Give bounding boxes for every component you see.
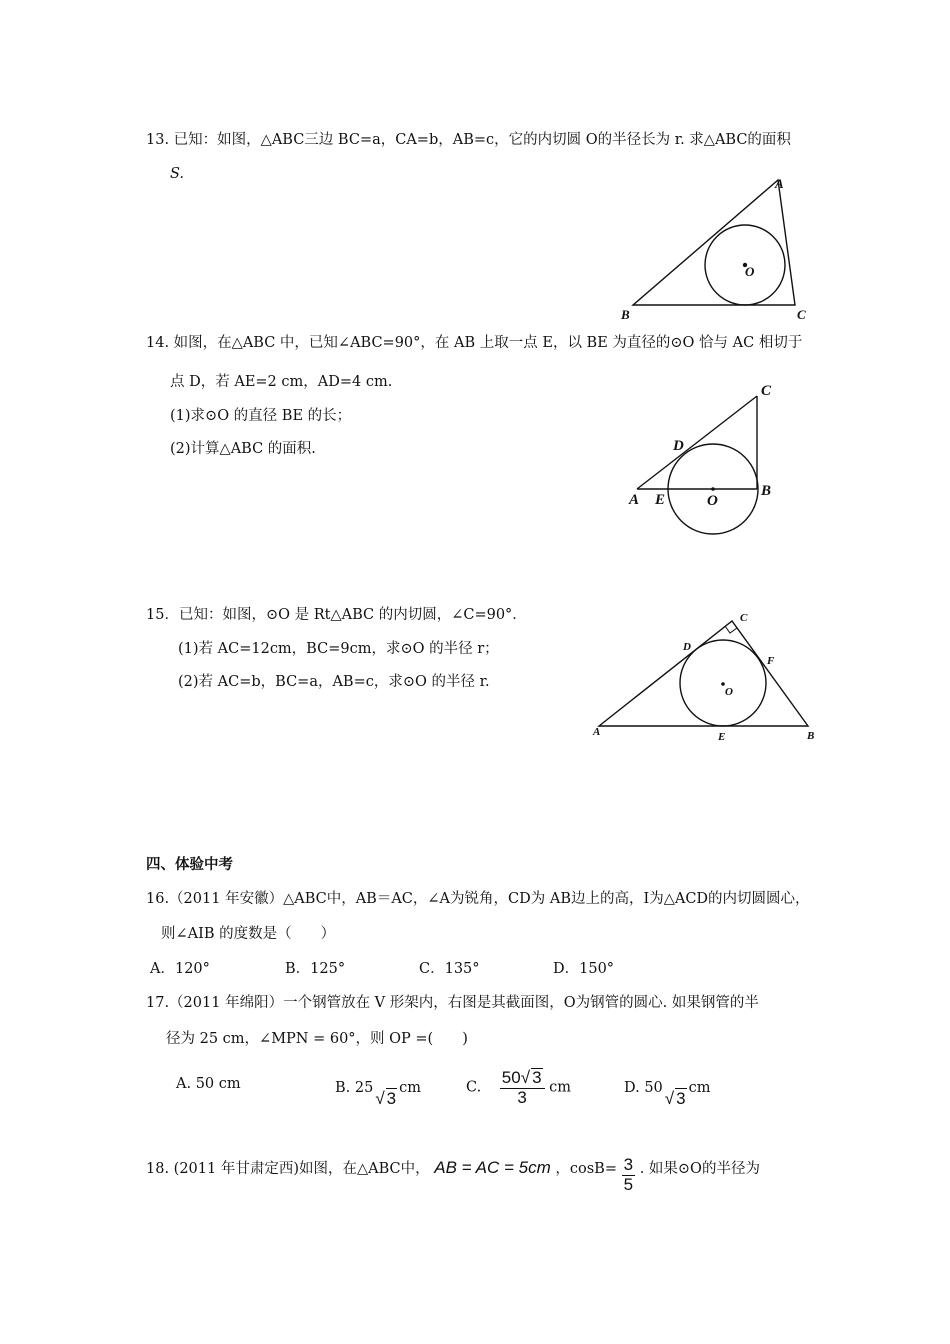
q13-line1: 13. 已知：如图，△ABC三边 BC=a，CA=b，AB=c，它的内切圆 O的半径长为 r. 求△ABC的面积 xyxy=(146,132,791,148)
q17-option-c xyxy=(466,1068,571,1107)
q18-equation: AB = AC = 5cm xyxy=(434,1158,551,1178)
section-heading: 四、体验中考 xyxy=(146,857,233,873)
q15-figure xyxy=(585,605,825,750)
q15-line3: (2)若 AC=b，BC=a，AB=c，求⊙O 的半径 r. xyxy=(178,674,490,690)
q16-option-a: A．120° xyxy=(150,961,210,977)
q13-line2: S. xyxy=(170,166,185,182)
q15-line2: (1)若 AC=12cm，BC=9cm，求⊙O 的半径 r； xyxy=(178,641,499,657)
q13-label-C: C xyxy=(797,307,806,322)
q17-line2: 径为 25 cm，∠MPN = 60°，则 OP =( ) xyxy=(166,1031,468,1047)
q17-option-b-unit: cm xyxy=(399,1080,422,1096)
q15-label-F: F xyxy=(767,655,775,667)
q13-label-O: O xyxy=(745,264,755,279)
q15-label-O: O xyxy=(725,686,733,698)
q17-option-c-numerator: 50 xyxy=(501,1068,521,1087)
q17-option-b-coef: B. 25 xyxy=(335,1080,374,1096)
q17-option-b: B. 25√ 3cm xyxy=(335,1080,422,1108)
q16-line2: 则∠AIB 的度数是（ ） xyxy=(161,926,336,942)
q17-option-d-radicand: 3 xyxy=(676,1089,686,1108)
q14-line4: (2)计算△ABC 的面积. xyxy=(170,441,316,457)
q17-option-a: A. 50 cm xyxy=(176,1076,241,1092)
q17-option-d-coef: D. 50 xyxy=(624,1080,663,1096)
q17-option-c-unit: cm xyxy=(549,1079,572,1096)
q14-line2: 点 D，若 AE=2 cm，AD=4 cm. xyxy=(170,374,393,390)
q16-option-c: C．135° xyxy=(419,961,480,977)
q17-option-c-fraction: $\frac{50√ 3}{3}$ xyxy=(500,1068,545,1107)
q14-label-E: E xyxy=(655,492,666,508)
q18-fraction xyxy=(622,1156,635,1194)
q17-line1: 17.（2011 年绵阳）一个钢管放在 V 形架内，右图是其截面图，O为钢管的圆心. 如果钢管的半 xyxy=(146,995,759,1011)
q17-option-c-denominator: 3 xyxy=(517,1087,527,1107)
q17-option-d-unit: cm xyxy=(688,1080,711,1096)
q14-line1: 14. 如图，在△ABC 中，已知∠ABC=90°，在 AB 上取一点 E，以 BE 为直径的⊙O 恰与 AC 相切于 xyxy=(146,335,803,351)
q17-option-c-radicand: 3 xyxy=(532,1068,542,1087)
q14-figure xyxy=(625,378,785,538)
q18-denominator: 5 xyxy=(623,1174,634,1194)
q13-triangle xyxy=(633,180,795,305)
q13-label-B: B xyxy=(621,307,630,322)
q14-label-O: O xyxy=(707,493,718,509)
q13-label-A: A xyxy=(775,176,784,191)
q18-prefix: 18. (2011 年甘肃定西)如图，在△ABC中， xyxy=(146,1161,430,1178)
q15-label-C: C xyxy=(740,612,748,624)
q13-figure xyxy=(615,172,815,324)
q18-suffix: . 如果⊙O的半径为 xyxy=(639,1161,760,1178)
q18-cos-label: ，cosB= xyxy=(555,1161,617,1178)
q16-option-b: B．125° xyxy=(285,961,346,977)
q15-label-B: B xyxy=(807,730,815,742)
q14-label-B: B xyxy=(761,483,772,499)
q15-label-E: E xyxy=(718,731,726,743)
q17-option-c-label: C. xyxy=(466,1079,482,1096)
q15-label-D: D xyxy=(683,641,691,653)
q14-label-D: D xyxy=(673,438,684,454)
q17-option-b-radicand: 3 xyxy=(386,1089,397,1108)
q16-option-d: D．150° xyxy=(553,961,615,977)
q17-option-d: D. 50√ 3cm xyxy=(624,1080,711,1108)
q15-line1: 15．已知：如图，⊙O 是 Rt△ABC 的内切圆，∠C=90°． xyxy=(146,607,527,623)
q14-label-C: C xyxy=(761,383,772,399)
q18-line xyxy=(146,1150,760,1194)
q15-label-A: A xyxy=(593,726,601,738)
q18-numerator: 3 xyxy=(623,1155,634,1174)
q14-label-A: A xyxy=(629,492,640,508)
q14-line3: (1)求⊙O 的直径 BE 的长； xyxy=(170,408,352,424)
q15-triangle xyxy=(599,621,808,726)
q16-line1: 16.（2011 年安徽）△ABC中，AB＝AC，∠A为锐角，CD为 AB边上的高，I为△ACD的内切圆圆心， xyxy=(146,891,810,907)
